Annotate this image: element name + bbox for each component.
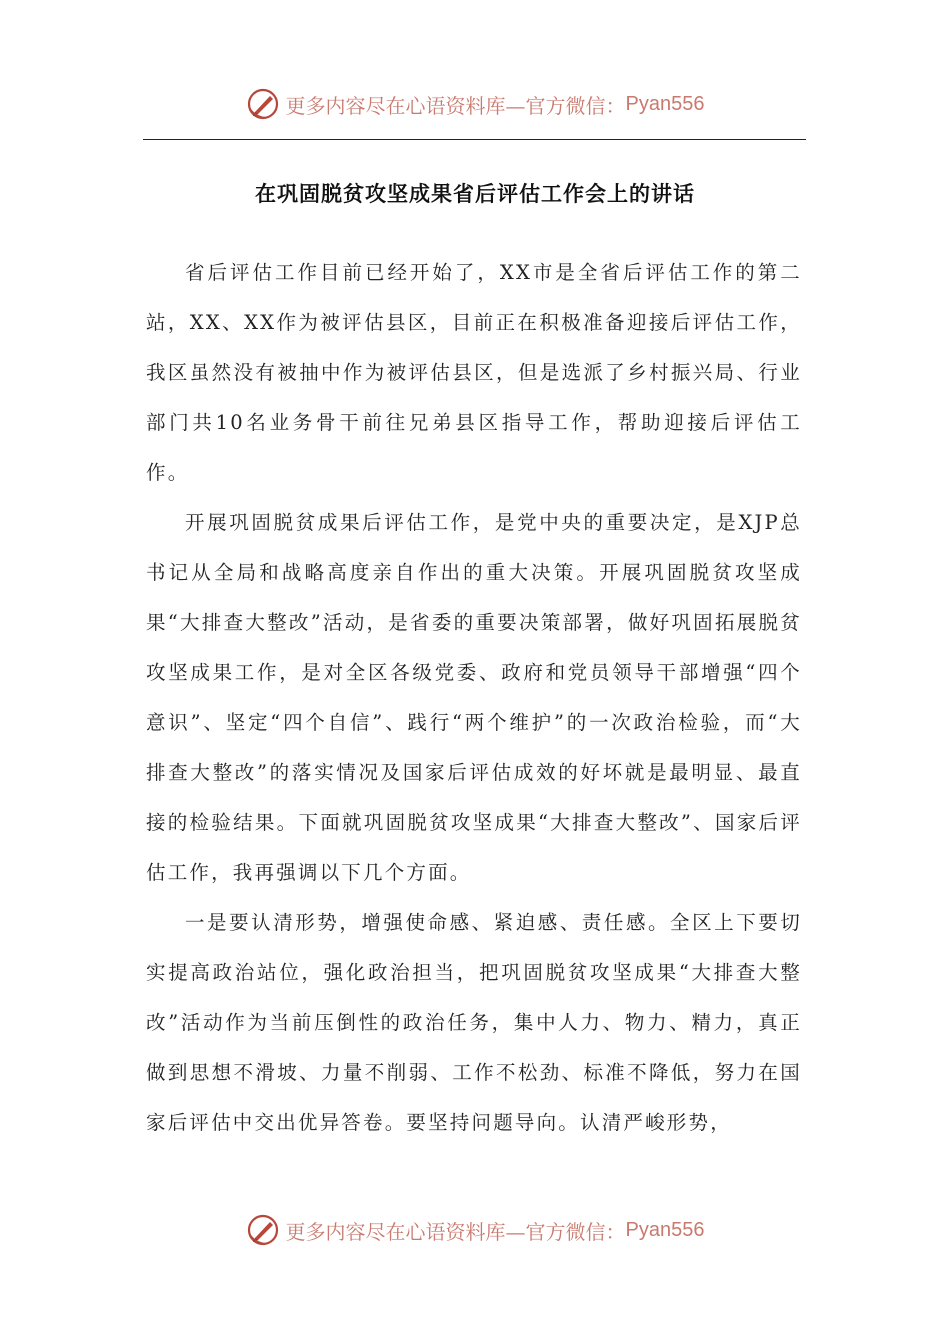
paragraph: 开展巩固脱贫成果后评估工作，是党中央的重要决定，是XJP总书记从全局和战略高度亲自作出的重大决策。开展巩固脱贫攻坚成果“大排查大整改”活动，是省委的重要决策部署，做好巩固拓展脱贫攻坚成果工作，是对全区各级党委、政府和党员领导干部增强“四个意识”、坚定“四个自信”、践行“两个维护”的一次政治检验，而“大排查大整改”的落实情况及国家后评估成效的好坏就是最明显、最直接的检验结果。下面就巩固脱贫攻坚成果“大排查大整改”、国家后评估工作，我再强调以下几个方面。 xyxy=(146,511,802,884)
pen-circle-icon xyxy=(246,87,280,121)
banner-text: 更多内容尽在心语资料库—官方微信： xyxy=(285,93,626,118)
paragraph: 省后评估工作目前已经开始了，XX市是全省后评估工作的第二站，XX、XX作为被评估县区，目前正在积极准备迎接后评估工作，我区虽然没有被抽中作为被评估县区，但是选派了乡村振兴局、行业部门共10名业务骨干前往兄弟县区指导工作，帮助迎接后评估工作。 xyxy=(146,261,802,484)
footer-banner xyxy=(0,1210,950,1250)
banner-text: 更多内容尽在心语资料库—官方微信： xyxy=(285,1219,626,1244)
header-rule xyxy=(143,139,806,140)
pen-circle-icon xyxy=(246,1213,280,1247)
paragraph: 一是要认清形势，增强使命感、紧迫感、责任感。全区上下要切实提高政治站位，强化政治担当，把巩固脱贫攻坚成果“大排查大整改”活动作为当前压倒性的政治任务，集中人力、物力、精力，真正做到思想不滑坡、力量不削弱、工作不松劲、标准不降低，努力在国家后评估中交出优异答卷。要坚持问题导向。认清严峻形势， xyxy=(146,911,802,1134)
document-title: 在巩固脱贫攻坚成果省后评估工作会上的讲话 xyxy=(255,182,695,206)
banner-handle: Pyan556 xyxy=(625,1218,705,1241)
document-body xyxy=(146,248,802,1148)
banner-handle: Pyan556 xyxy=(625,92,705,115)
header-banner xyxy=(0,84,950,124)
